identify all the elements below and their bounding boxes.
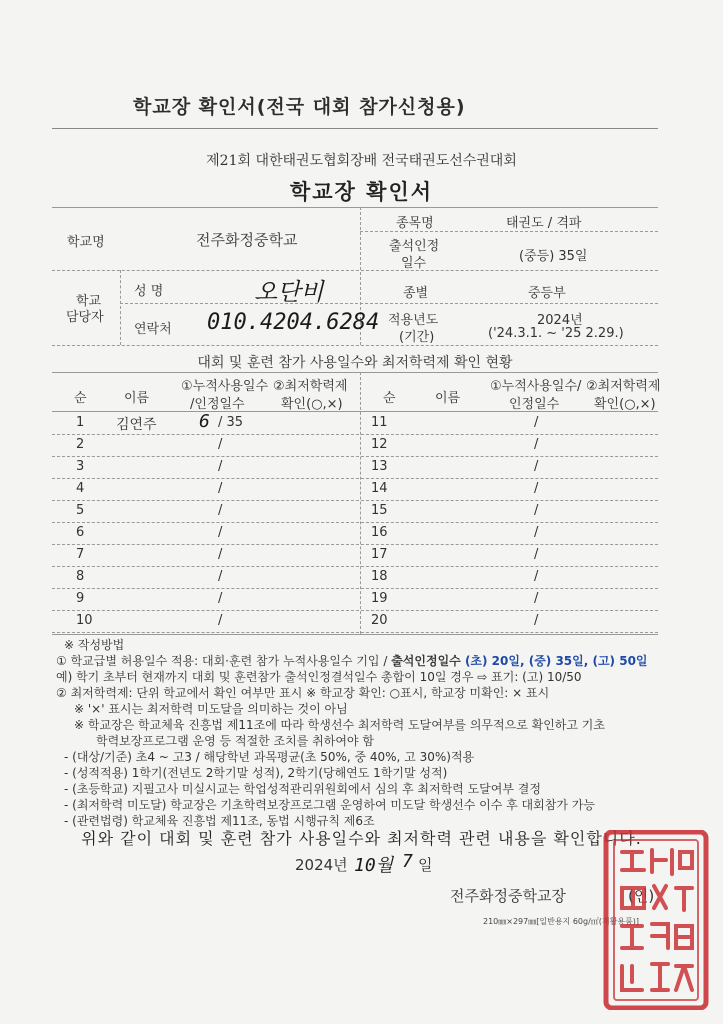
row-rule [52,610,658,611]
notes-line-2: 예) 학기 초부터 현재까지 대회 및 훈련참가 출석인정결석일수 총합이 10일 경우 ⇨ 표기: (고) 10/50 [56,670,582,684]
row-rule [52,632,658,633]
row-number: 14 [371,481,388,496]
school-seal-stamp [600,830,710,1010]
header-name: 이름 [124,391,150,406]
row-rule [52,522,658,523]
recognized-days: / [534,415,539,430]
notes-line-1-text: ① 학교급별 허용일수 적용: 대회·훈련 참가 누적사용일수 기입 / [56,654,392,668]
notes-line-10: - (최저학력 미도달) 학교장은 기초학력보장프로그램 운영하여 미도달 학생선수 이수 후 대회참가 가능 [64,798,595,812]
recognized-days: / [534,547,539,562]
header-no: 순 [74,391,87,406]
contact-label: 연락처 [134,322,172,337]
notes-line-5: ※ 학교장은 학교체육 진흥법 제11조에 따라 학생선수 최저학력 도달여부를 의무적으로 확인하고 기초 [74,718,605,732]
event-label: 종목명 [396,216,434,231]
header-days-2: /인정일수 [190,397,245,412]
recognized-days: / [218,459,223,474]
info-rule [120,303,658,304]
recognized-days: / [534,569,539,584]
recognized-days: / [534,525,539,540]
seal-mark: (인) [628,887,655,905]
recognized-days: / [218,569,223,584]
manager-label-2: 담당자 [66,310,104,325]
category-value: 중등부 [528,286,566,301]
date-month: 10월 [354,855,394,876]
row-number: 17 [371,547,388,562]
manager-label-1: 학교 [76,294,102,309]
recognized-days: / [218,525,223,540]
main-title: 학교장 확인서(전국 대회 참가신청용) [133,96,466,118]
info-top-rule [52,207,658,208]
date-day: 7 [402,851,413,872]
athlete-name: 김연주 [116,417,157,433]
notes-line-6: 학력보장프로그램 운영 등 적절한 조치를 취하여야 함 [96,734,374,748]
notes-heading: ※ 작성방법 [64,638,125,652]
recognized-days: / [218,481,223,496]
row-rule [52,456,658,457]
usage-section-title: 대회 및 훈련 참가 사용일수와 최저학력제 확인 현황 [197,355,513,371]
row-number: 6 [76,525,85,540]
row-number: 20 [371,613,388,628]
info-vrule [120,270,121,345]
row-number: 1 [76,415,85,430]
info-rule [360,231,658,232]
header-days-right-1: ①누적사용일수/ [490,379,582,394]
header-academic-2: 확인(○,×) [281,397,343,412]
notes-line-8: - (성적적용) 1학기(전년도 2학기말 성적), 2학기(당해연도 1학기말 성적) [64,766,448,780]
table-center-divider [360,372,361,634]
event-value: 태권도 / 격파 [506,216,582,231]
row-number: 12 [371,437,388,452]
header-academic-right-1: ②최저학력제 [586,379,661,394]
notes-line-1 [56,652,648,669]
name-label: 성 명 [134,284,164,299]
row-number: 19 [371,591,388,606]
row-rule [52,566,658,567]
notes-line-11: - (관련법령) 학교체육 진흥법 제11조, 동법 시행규칙 제6조 [64,814,375,828]
year-value-1: 2024년 [537,313,583,328]
used-days: 6 [199,411,210,432]
principal-signature: 전주화정중학교장 [450,887,566,905]
table-header-rule [52,411,658,412]
title-rule [52,128,658,129]
recognized-days: / [218,437,223,452]
year-label-2: (기간) [399,330,435,345]
row-number: 16 [371,525,388,540]
recognized-days: / [534,437,539,452]
document-title: 학교장 확인서 [289,180,434,204]
recognized-days: / [534,459,539,474]
notes-line-1-highlight: (초) 20일, (중) 35일, (고) 50일 [460,654,648,668]
header-no-right: 순 [383,391,396,406]
recognized-days: / 35 [218,415,244,430]
row-number: 11 [371,415,388,430]
recognized-days: / [218,547,223,562]
manager-name: 오단비 [254,278,324,306]
row-number: 3 [76,459,85,474]
recognized-days: / [534,591,539,606]
recognized-days: / [218,613,223,628]
table-bottom-rule [52,634,658,635]
row-number: 2 [76,437,85,452]
row-rule [52,588,658,589]
header-academic-1: ②최저학력제 [273,379,348,394]
header-name-right: 이름 [435,391,461,406]
notes-line-1-bold: 출석인정일수 [391,654,461,668]
year-label-1: 적용년도 [388,313,439,328]
row-number: 13 [371,459,388,474]
info-rule [52,345,658,346]
paper-spec: 210㎜×297㎜[일반용지 60g/㎡(재활용품)] [483,917,640,926]
recognized-days: / [534,481,539,496]
row-rule [52,478,658,479]
row-rule [52,544,658,545]
notes-line-3: ② 최저학력제: 단위 학교에서 확인 여부만 표시 ※ 학교장 확인: ○표시, 학교장 미확인: × 표시 [56,686,550,700]
header-academic-right-2: 확인(○,×) [594,397,656,412]
recognized-days: / [218,591,223,606]
row-number: 4 [76,481,85,496]
table-top-rule [52,372,658,373]
year-value-2: ('24.3.1. ~ '25 2.29.) [488,326,624,341]
row-number: 8 [76,569,85,584]
header-days-1: ①누적사용일수 [181,379,269,394]
header-days-right-2: 인정일수 [509,397,560,412]
confirmation-text: 위와 같이 대회 및 훈련 참가 사용일수와 최저학력 관련 내용을 확인합니다. [81,829,642,848]
info-rule [52,270,658,271]
date-day-suffix: 일 [418,856,433,874]
row-number: 9 [76,591,85,606]
attendance-value: (중등) 35일 [519,249,588,264]
recognized-days: / [218,503,223,518]
manager-contact: 010.4204.6284 [207,310,380,335]
row-number: 7 [76,547,85,562]
school-label: 학교명 [67,235,105,250]
attendance-label-1: 출석인정 [389,239,440,254]
notes-line-9: - (초등학교) 지필고사 미실시교는 학업성적관리위원회에서 심의 후 최저학력 도달여부 결정 [64,782,541,796]
school-name: 전주화정중학교 [196,231,298,249]
row-number: 15 [371,503,388,518]
row-rule [52,434,658,435]
date-year: 2024년 [295,856,348,874]
competition-title: 제21회 대한태권도협회장배 전국태권도선수권대회 [206,153,517,169]
row-number: 10 [76,613,93,628]
notes-line-4: ※ '×' 표시는 최저학력 미도달을 의미하는 것이 아님 [74,702,348,716]
attendance-label-2: 일수 [401,256,427,271]
notes-line-7: - (대상/기준) 초4 ~ 고3 / 해당학년 과목평균(초 50%, 중 40%, 고 30%)적용 [64,750,475,764]
row-rule [52,500,658,501]
recognized-days: / [534,613,539,628]
recognized-days: / [534,503,539,518]
row-number: 5 [76,503,85,518]
row-number: 18 [371,569,388,584]
category-label: 종별 [403,286,429,301]
